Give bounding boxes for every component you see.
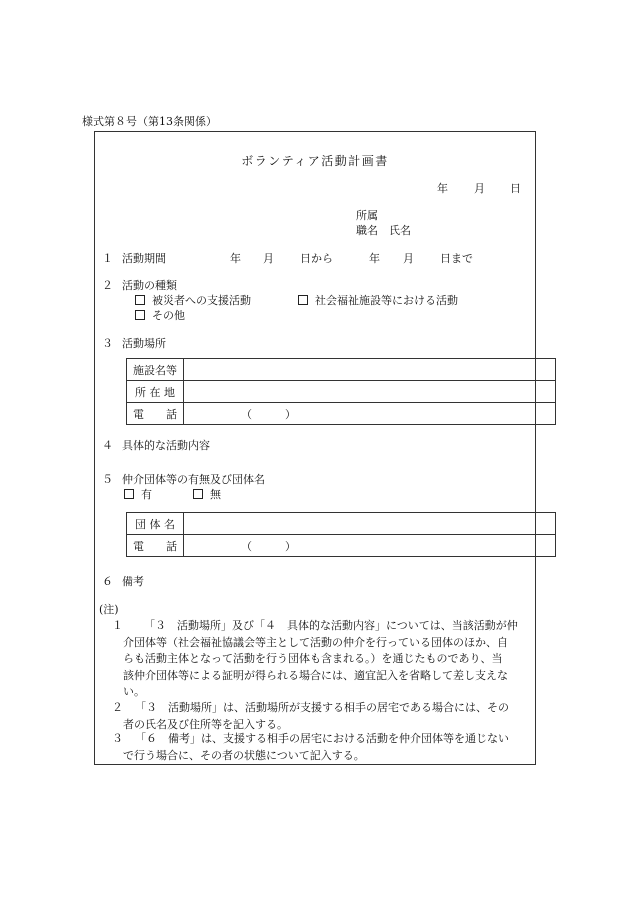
form-id: 様式第８号（第13条関係） xyxy=(82,115,217,128)
note-line: 者の氏名及び住所等を記入する。 xyxy=(123,717,288,731)
date-month: 月 xyxy=(474,182,485,195)
section2-label: 活動の種類 xyxy=(122,279,177,292)
period-from-day: 日から xyxy=(300,252,333,265)
note-line: 該仲介団体等による証明が得られる場合には、適宜記入を省略して差し支えな xyxy=(123,668,508,682)
activity-option-welfare[interactable] xyxy=(298,292,458,308)
activity-option-disaster[interactable] xyxy=(135,292,251,308)
phone-label: 電 話 xyxy=(127,403,184,425)
table-row xyxy=(127,513,556,535)
option-label: 有 xyxy=(141,488,152,501)
note-line: らも活動主体となって活動を行う団体も含まれる。）を通じたものであり、当 xyxy=(123,652,503,665)
note-line: 介団体等（社会福祉協議会等主として活動の仲介を行っている団体のほか、自 xyxy=(123,635,508,649)
table-row xyxy=(127,359,556,381)
section1-number: １ xyxy=(102,252,113,265)
intermediary-table xyxy=(126,512,556,557)
note-number: ３ xyxy=(112,732,123,745)
address-label: 所 在 地 xyxy=(127,381,184,403)
checkbox[interactable] xyxy=(124,489,134,499)
option-label: その他 xyxy=(152,309,185,322)
section2-number: ２ xyxy=(102,279,113,292)
affiliation-label: 所属 xyxy=(356,209,378,222)
section6-number: ６ xyxy=(102,575,113,588)
intermediary-option-yes[interactable] xyxy=(124,486,152,502)
table-row xyxy=(127,403,556,425)
date-day: 日 xyxy=(510,182,521,195)
date-year: 年 xyxy=(437,182,448,195)
address-field[interactable] xyxy=(184,381,556,403)
option-label: 無 xyxy=(210,488,221,501)
period-to-month: 月 xyxy=(403,252,414,265)
checkbox[interactable] xyxy=(193,489,203,499)
section4-label: 具体的な活動内容 xyxy=(122,439,210,452)
location-table xyxy=(126,358,556,425)
note-line: で行う場合に、その者の状態について記入する。 xyxy=(123,748,365,762)
facility-name-field[interactable] xyxy=(184,359,556,381)
period-from-year: 年 xyxy=(230,252,241,265)
group-name-field[interactable] xyxy=(184,513,556,535)
note-number: ２ xyxy=(112,701,123,714)
section4-number: ４ xyxy=(102,439,113,452)
section1-label: 活動期間 xyxy=(122,252,166,265)
title-name-label: 職名 氏名 xyxy=(356,224,411,237)
group-phone-field[interactable]: （ ） xyxy=(184,535,556,557)
section5-number: ５ xyxy=(102,473,113,486)
period-from-month: 月 xyxy=(263,252,274,265)
note-line: い。 xyxy=(123,685,145,698)
activity-option-other[interactable] xyxy=(135,307,185,323)
group-phone-label: 電 話 xyxy=(127,535,184,557)
checkbox[interactable] xyxy=(135,295,145,305)
table-row xyxy=(127,381,556,403)
checkbox[interactable] xyxy=(298,295,308,305)
phone-field[interactable]: （ ） xyxy=(184,403,556,425)
notes-header: (注) xyxy=(99,603,119,616)
note-number: １ xyxy=(112,619,123,632)
period-to-day: 日まで xyxy=(440,252,473,265)
note-line: 「６ 備考」は、支援する相手の居宅における活動を仲介団体等を通じない xyxy=(135,732,509,745)
section3-number: ３ xyxy=(102,337,113,350)
section5-label: 仲介団体等の有無及び団体名 xyxy=(122,473,265,486)
group-name-label: 団 体 名 xyxy=(127,513,184,535)
section3-label: 活動場所 xyxy=(122,337,166,350)
facility-name-label: 施設名等 xyxy=(127,359,184,381)
checkbox[interactable] xyxy=(135,310,145,320)
note-line: 「３ 活動場所」及び「４ 具体的な活動内容」については、当該活動が仲 xyxy=(144,619,518,632)
table-row xyxy=(127,535,556,557)
section6-label: 備考 xyxy=(122,575,144,588)
period-to-year: 年 xyxy=(369,252,380,265)
option-label: 被災者への支援活動 xyxy=(152,294,251,307)
intermediary-option-no[interactable] xyxy=(193,486,221,502)
form-title: ボランティア活動計画書 xyxy=(241,154,389,168)
note-line: 「３ 活動場所」は、活動場所が支援する相手の居宅である場合には、その xyxy=(135,701,509,714)
option-label: 社会福祉施設等における活動 xyxy=(315,294,458,307)
